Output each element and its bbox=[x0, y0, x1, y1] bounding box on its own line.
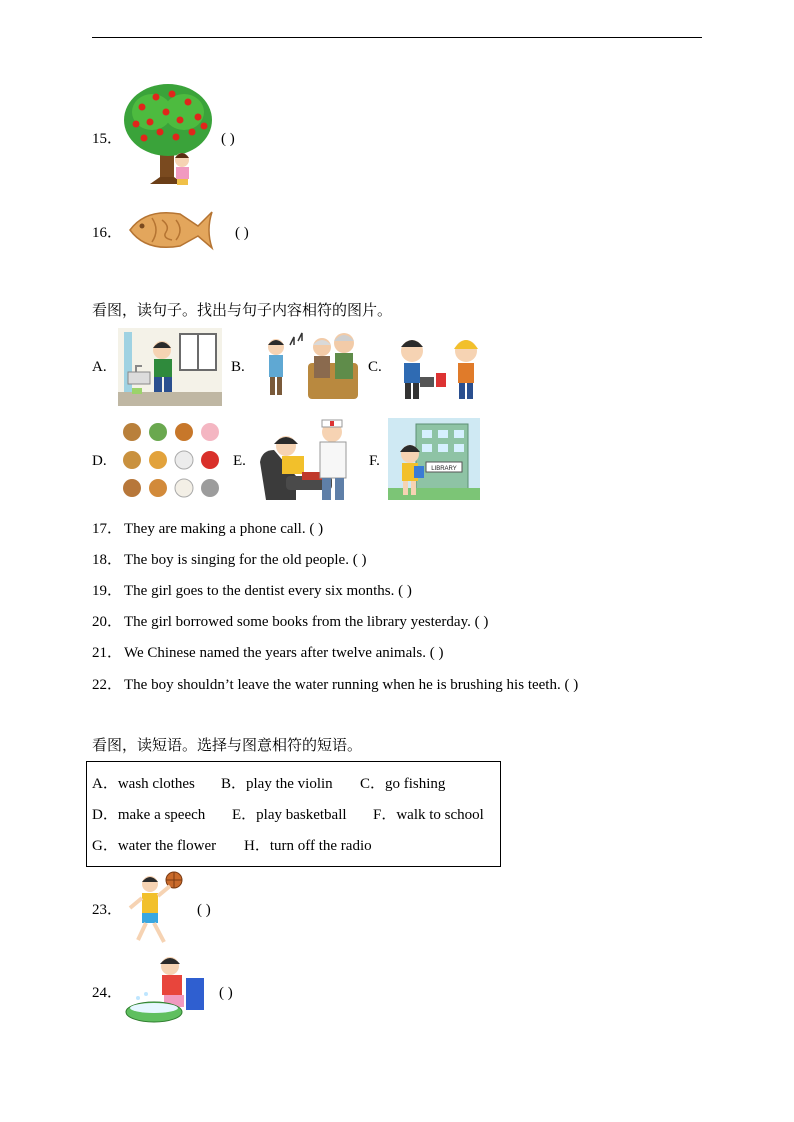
boy-playing-basketball-picture bbox=[124, 870, 184, 950]
option-g: G．water the flower bbox=[92, 838, 217, 854]
q18-text[interactable]: The boy is singing for the old people. ( ) bbox=[124, 552, 367, 568]
fish-cake-picture bbox=[126, 206, 216, 254]
q20-number: 20． bbox=[92, 614, 123, 630]
q18-number: 18． bbox=[92, 552, 123, 568]
girl-library-picture bbox=[388, 418, 480, 500]
option-c: C．go fishing bbox=[360, 776, 446, 792]
kids-phone-call-picture bbox=[392, 333, 488, 403]
q17-text[interactable]: They are making a phone call. ( ) bbox=[124, 521, 324, 537]
option-h: H．turn off the radio bbox=[244, 838, 372, 854]
option-a: A．wash clothes bbox=[92, 776, 195, 792]
boy-singing-old-people-picture bbox=[260, 327, 360, 405]
library-sign-text: LIBRARY bbox=[431, 466, 457, 472]
q23-answer-paren[interactable]: ( ) bbox=[197, 902, 211, 918]
section2-instruction: 看图，读句子。找出与句子内容相符的图片。 bbox=[92, 303, 393, 319]
q24-answer-paren[interactable]: ( ) bbox=[219, 985, 233, 1001]
girl-washing-clothes-picture bbox=[124, 952, 208, 1034]
section3-instruction: 看图，读短语。选择与图意相符的短语。 bbox=[92, 738, 363, 754]
boy-brushing-teeth-picture bbox=[118, 328, 222, 406]
header-rule bbox=[92, 37, 702, 38]
q17-number: 17． bbox=[92, 521, 123, 537]
q15-answer-paren[interactable]: ( ) bbox=[221, 131, 235, 147]
option-e: E．play basketball bbox=[232, 807, 347, 823]
option-f: F．walk to school bbox=[373, 807, 484, 823]
option-b: B．play the violin bbox=[221, 776, 333, 792]
picture-label-d: D. bbox=[92, 453, 107, 469]
q21-number: 21． bbox=[92, 645, 123, 661]
picture-label-f: F. bbox=[369, 453, 380, 469]
zodiac-animals-picture bbox=[118, 420, 224, 502]
q19-text[interactable]: The girl goes to the dentist every six months. ( ) bbox=[124, 583, 412, 599]
q16-answer-paren[interactable]: ( ) bbox=[235, 225, 249, 241]
q19-number: 19． bbox=[92, 583, 123, 599]
option-d: D．make a speech bbox=[92, 807, 206, 823]
q16-number: 16． bbox=[92, 225, 123, 241]
q24-number: 24． bbox=[92, 985, 123, 1001]
girl-at-dentist-picture bbox=[256, 416, 360, 504]
picture-label-c: C. bbox=[368, 359, 382, 375]
picture-label-a: A. bbox=[92, 359, 107, 375]
q20-text[interactable]: The girl borrowed some books from the library yesterday. ( ) bbox=[124, 614, 489, 630]
picture-label-b: B. bbox=[231, 359, 245, 375]
q15-number: 15． bbox=[92, 131, 123, 147]
q22-text[interactable]: The boy shouldn’t leave the water running when he is brushing his teeth. ( ) bbox=[124, 677, 579, 693]
picture-label-e: E. bbox=[233, 453, 246, 469]
q22-number: 22． bbox=[92, 677, 123, 693]
q21-text[interactable]: We Chinese named the years after twelve animals. ( ) bbox=[124, 645, 444, 661]
apple-tree-girl-picture bbox=[122, 82, 214, 192]
q23-number: 23． bbox=[92, 902, 123, 918]
